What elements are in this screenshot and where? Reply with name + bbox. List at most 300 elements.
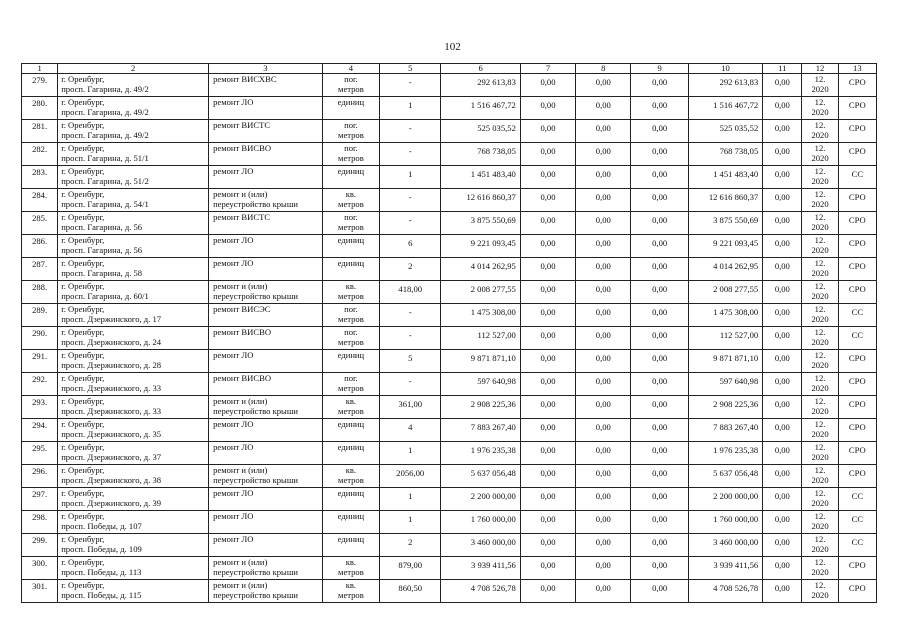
fund-cost-cell — [688, 212, 762, 235]
total-cost-cell — [441, 373, 520, 396]
amount-cell-text: 0,00 — [595, 77, 611, 87]
fund-cost-cell — [688, 534, 762, 557]
fund-cost-cell-text: 525 035,52 — [719, 123, 759, 133]
amount-cell — [520, 534, 575, 557]
address-cell — [58, 350, 209, 373]
column-header: 12 — [802, 64, 838, 74]
fund-cost-cell — [688, 580, 762, 603]
amount-cell-text: 0,00 — [774, 238, 790, 248]
amount-cell — [631, 212, 688, 235]
unit-cell-text: пог. — [344, 74, 358, 84]
amount-cell-text: 0,00 — [540, 514, 556, 524]
fund-cost-cell-text: 768 738,05 — [719, 146, 759, 156]
work-type-cell — [209, 465, 323, 488]
amount-cell-text: 0,00 — [774, 77, 790, 87]
unit-cell-text: пог. — [344, 120, 358, 130]
work-type-cell — [209, 304, 323, 327]
column-header: 7 — [520, 64, 575, 74]
unit-cell-text: единиц — [337, 235, 365, 245]
fund-cost-cell-text: 1 451 483,40 — [713, 169, 759, 179]
address-cell-text: г. Оренбург, — [61, 189, 105, 199]
fund-method-cell — [838, 189, 876, 212]
amount-cell — [520, 189, 575, 212]
deadline-cell-text: 12. — [814, 580, 826, 590]
unit-cell — [322, 281, 379, 304]
deadline-cell-text: 12. — [814, 534, 826, 544]
amount-cell — [763, 212, 802, 235]
fund-method-cell-text: СС — [851, 330, 864, 340]
quantity-cell — [380, 350, 441, 373]
row-number — [22, 74, 58, 97]
deadline-cell-text: 2020 — [811, 222, 829, 232]
amount-cell — [763, 120, 802, 143]
deadline-cell-text: 12. — [814, 419, 826, 429]
total-cost-cell-text: 2 008 277,55 — [470, 284, 516, 294]
work-type-cell-text: ремонт и (или) — [213, 396, 268, 406]
quantity-cell — [380, 534, 441, 557]
deadline-cell-text: 2020 — [811, 291, 829, 301]
amount-cell — [631, 189, 688, 212]
fund-method-cell — [838, 557, 876, 580]
quantity-cell-text: 1 — [408, 491, 413, 501]
amount-cell — [576, 74, 631, 97]
amount-cell-text: 0,00 — [774, 169, 790, 179]
address-cell-text: г. Оренбург, — [61, 327, 105, 337]
unit-cell — [322, 580, 379, 603]
column-header: 3 — [209, 64, 323, 74]
work-type-cell-text: ремонт ВИСХВС — [213, 74, 277, 84]
quantity-cell — [380, 511, 441, 534]
amount-cell — [631, 143, 688, 166]
amount-cell — [576, 580, 631, 603]
fund-cost-cell-text: 3 939 411,56 — [713, 560, 759, 570]
work-type-cell-text: ремонт ЛО — [213, 419, 254, 429]
fund-method-cell-text: СС — [851, 537, 864, 547]
amount-cell-text: 0,00 — [540, 330, 556, 340]
table-row — [22, 465, 877, 488]
amount-cell-text: 0,00 — [652, 491, 668, 501]
unit-cell — [322, 74, 379, 97]
amount-cell — [763, 304, 802, 327]
total-cost-cell — [441, 304, 520, 327]
address-cell — [58, 97, 209, 120]
amount-cell — [576, 350, 631, 373]
total-cost-cell — [441, 580, 520, 603]
amount-cell-text: 0,00 — [774, 491, 790, 501]
deadline-cell-text: 12. — [814, 396, 826, 406]
work-type-cell — [209, 74, 323, 97]
unit-cell-text: метров — [338, 153, 364, 163]
work-type-cell-text: ремонт и (или) — [213, 281, 268, 291]
deadline-cell-text: 12. — [814, 166, 826, 176]
unit-cell — [322, 419, 379, 442]
amount-cell-text: 0,00 — [595, 468, 611, 478]
deadline-cell-text: 12. — [814, 557, 826, 567]
fund-method-cell-text: СРО — [848, 238, 866, 248]
amount-cell-text: 0,00 — [540, 307, 556, 317]
amount-cell — [576, 327, 631, 350]
deadline-cell — [802, 166, 838, 189]
fund-method-cell — [838, 281, 876, 304]
amount-cell — [631, 373, 688, 396]
work-type-cell-text: переустройство крыши — [213, 475, 299, 485]
address-cell-text: г. Оренбург, — [61, 235, 105, 245]
work-type-cell-text: переустройство крыши — [213, 590, 299, 600]
total-cost-cell-text: 112 527,00 — [477, 330, 516, 340]
amount-cell — [631, 442, 688, 465]
unit-cell-text: пог. — [344, 373, 358, 383]
total-cost-cell — [441, 120, 520, 143]
row-number — [22, 419, 58, 442]
address-cell — [58, 235, 209, 258]
amount-cell — [631, 350, 688, 373]
work-type-cell-text: переустройство крыши — [213, 406, 299, 416]
fund-method-cell-text: СРО — [848, 399, 866, 409]
total-cost-cell — [441, 327, 520, 350]
total-cost-cell-text: 1 516 467,72 — [470, 100, 516, 110]
total-cost-cell-text: 1 475 308,00 — [470, 307, 516, 317]
unit-cell-text: пог. — [344, 327, 358, 337]
address-cell-text: просп. Дзержинского, д. 28 — [61, 360, 162, 370]
deadline-cell-text: 12. — [814, 442, 826, 452]
amount-cell — [576, 396, 631, 419]
amount-cell-text: 0,00 — [595, 261, 611, 271]
work-type-cell — [209, 235, 323, 258]
address-cell-text: просп. Победы, д. 109 — [61, 544, 142, 554]
column-header: 10 — [688, 64, 762, 74]
amount-cell — [576, 189, 631, 212]
column-header: 5 — [380, 64, 441, 74]
column-header: 11 — [763, 64, 802, 74]
deadline-cell-text: 2020 — [811, 521, 829, 531]
row-number-text: 295. — [32, 443, 48, 453]
total-cost-cell — [441, 534, 520, 557]
address-cell-text: г. Оренбург, — [61, 281, 105, 291]
amount-cell — [520, 511, 575, 534]
amount-cell-text: 0,00 — [652, 261, 668, 271]
amount-cell-text: 0,00 — [595, 284, 611, 294]
address-cell — [58, 396, 209, 419]
address-cell-text: просп. Гагарина, д. 49/2 — [61, 84, 149, 94]
amount-cell-text: 0,00 — [540, 77, 556, 87]
address-cell-text: просп. Дзержинского, д. 37 — [61, 452, 162, 462]
deadline-cell-text: 2020 — [811, 360, 829, 370]
amount-cell — [576, 488, 631, 511]
work-type-cell — [209, 442, 323, 465]
amount-cell-text: 0,00 — [595, 399, 611, 409]
amount-cell — [763, 143, 802, 166]
amount-cell-text: 0,00 — [540, 100, 556, 110]
address-cell-text: г. Оренбург, — [61, 419, 105, 429]
work-type-cell — [209, 143, 323, 166]
unit-cell-text: единиц — [337, 511, 365, 521]
amount-cell-text: 0,00 — [652, 238, 668, 248]
amount-cell-text: 0,00 — [595, 537, 611, 547]
work-type-cell-text: ремонт ЛО — [213, 511, 254, 521]
fund-method-cell-text: СРО — [848, 123, 866, 133]
work-type-cell-text: ремонт ЛО — [213, 235, 254, 245]
fund-method-cell — [838, 74, 876, 97]
fund-method-cell — [838, 396, 876, 419]
quantity-cell — [380, 396, 441, 419]
unit-cell-text: метров — [338, 130, 364, 140]
total-cost-cell-text: 9 221 093,45 — [470, 238, 516, 248]
table-row — [22, 143, 877, 166]
total-cost-cell — [441, 419, 520, 442]
quantity-cell — [380, 143, 441, 166]
row-number — [22, 396, 58, 419]
table-row — [22, 258, 877, 281]
deadline-cell — [802, 120, 838, 143]
fund-cost-cell — [688, 235, 762, 258]
fund-method-cell — [838, 442, 876, 465]
amount-cell-text: 0,00 — [774, 445, 790, 455]
amount-cell-text: 0,00 — [652, 353, 668, 363]
amount-cell-text: 0,00 — [595, 560, 611, 570]
amount-cell — [763, 97, 802, 120]
deadline-cell — [802, 235, 838, 258]
amount-cell-text: 0,00 — [540, 215, 556, 225]
deadline-cell — [802, 465, 838, 488]
amount-cell — [520, 350, 575, 373]
unit-cell — [322, 212, 379, 235]
deadline-cell — [802, 74, 838, 97]
amount-cell-text: 0,00 — [595, 353, 611, 363]
row-number-text: 279. — [32, 75, 48, 85]
amount-cell-text: 0,00 — [652, 537, 668, 547]
amount-cell — [576, 143, 631, 166]
deadline-cell-text: 2020 — [811, 544, 829, 554]
total-cost-cell-text: 292 613,83 — [477, 77, 516, 87]
quantity-cell — [380, 166, 441, 189]
amount-cell — [520, 212, 575, 235]
amount-cell-text: 0,00 — [540, 146, 556, 156]
fund-method-cell-text: СС — [851, 491, 864, 501]
amount-cell — [520, 419, 575, 442]
table-row — [22, 557, 877, 580]
deadline-cell — [802, 212, 838, 235]
amount-cell-text: 0,00 — [652, 284, 668, 294]
deadline-cell — [802, 304, 838, 327]
fund-method-cell — [838, 511, 876, 534]
column-header: 1 — [22, 64, 58, 74]
amount-cell — [576, 120, 631, 143]
quantity-cell-text: - — [408, 192, 412, 202]
table-row — [22, 327, 877, 350]
row-number — [22, 442, 58, 465]
fund-method-cell — [838, 235, 876, 258]
address-cell-text: просп. Гагарина, д. 56 — [61, 222, 143, 232]
unit-cell-text: единиц — [337, 534, 365, 544]
amount-cell-text: 0,00 — [652, 77, 668, 87]
amount-cell — [520, 465, 575, 488]
unit-cell — [322, 557, 379, 580]
fund-method-cell-text: СРО — [848, 100, 866, 110]
address-cell-text: г. Оренбург, — [61, 258, 105, 268]
row-number-text: 286. — [32, 236, 48, 246]
amount-cell — [763, 235, 802, 258]
address-cell-text: просп. Гагарина, д. 60/1 — [61, 291, 149, 301]
work-type-cell-text: ремонт ЛО — [213, 258, 254, 268]
unit-cell-text: единиц — [337, 442, 365, 452]
fund-cost-cell-text: 1 475 308,00 — [713, 307, 759, 317]
quantity-cell — [380, 189, 441, 212]
quantity-cell-text: 2056,00 — [396, 468, 425, 478]
table-row — [22, 442, 877, 465]
amount-cell — [631, 488, 688, 511]
unit-cell-text: пог. — [344, 143, 358, 153]
unit-cell — [322, 350, 379, 373]
amount-cell-text: 0,00 — [774, 261, 790, 271]
table-row — [22, 212, 877, 235]
unit-cell-text: метров — [338, 567, 364, 577]
work-type-cell-text: ремонт ВИСВО — [213, 143, 272, 153]
amount-cell-text: 0,00 — [652, 330, 668, 340]
total-cost-cell — [441, 97, 520, 120]
unit-cell — [322, 120, 379, 143]
amount-cell-text: 0,00 — [595, 330, 611, 340]
total-cost-cell — [441, 350, 520, 373]
work-type-cell-text: ремонт ЛО — [213, 97, 254, 107]
address-cell-text: г. Оренбург, — [61, 465, 105, 475]
table-row — [22, 74, 877, 97]
work-type-cell — [209, 212, 323, 235]
unit-cell-text: метров — [338, 84, 364, 94]
fund-method-cell — [838, 120, 876, 143]
table-body — [22, 74, 877, 603]
unit-cell-text: пог. — [344, 304, 358, 314]
deadline-cell-text: 2020 — [811, 84, 829, 94]
address-cell-text: просп. Дзержинского, д. 38 — [61, 475, 162, 485]
fund-method-cell — [838, 580, 876, 603]
amount-cell-text: 0,00 — [595, 123, 611, 133]
unit-cell — [322, 373, 379, 396]
fund-method-cell — [838, 465, 876, 488]
deadline-cell-text: 12. — [814, 304, 826, 314]
address-cell — [58, 189, 209, 212]
fund-method-cell-text: СРО — [848, 261, 866, 271]
row-number-text: 290. — [32, 328, 48, 338]
quantity-cell — [380, 580, 441, 603]
deadline-cell-text: 12. — [814, 511, 826, 521]
amount-cell — [576, 235, 631, 258]
amount-cell-text: 0,00 — [774, 514, 790, 524]
deadline-cell-text: 2020 — [811, 130, 829, 140]
quantity-cell-text: 5 — [408, 353, 413, 363]
amount-cell-text: 0,00 — [595, 192, 611, 202]
total-cost-cell-text: 7 883 267,40 — [470, 422, 516, 432]
row-number — [22, 97, 58, 120]
fund-cost-cell — [688, 488, 762, 511]
amount-cell-text: 0,00 — [774, 192, 790, 202]
unit-cell — [322, 189, 379, 212]
deadline-cell — [802, 373, 838, 396]
table-row — [22, 419, 877, 442]
fund-cost-cell — [688, 465, 762, 488]
amount-cell — [520, 166, 575, 189]
address-cell — [58, 120, 209, 143]
fund-cost-cell-text: 2 200 000,00 — [713, 491, 759, 501]
amount-cell — [520, 258, 575, 281]
fund-cost-cell-text: 1 516 467,72 — [713, 100, 759, 110]
fund-cost-cell — [688, 97, 762, 120]
amount-cell — [520, 281, 575, 304]
address-cell-text: г. Оренбург, — [61, 373, 105, 383]
fund-cost-cell — [688, 327, 762, 350]
deadline-cell-text: 12. — [814, 120, 826, 130]
fund-cost-cell-text: 2 008 277,55 — [713, 284, 759, 294]
quantity-cell — [380, 281, 441, 304]
address-cell — [58, 74, 209, 97]
row-number-text: 289. — [32, 305, 48, 315]
total-cost-cell-text: 525 035,52 — [477, 123, 516, 133]
amount-cell-text: 0,00 — [774, 284, 790, 294]
total-cost-cell-text: 4 708 526,78 — [470, 583, 516, 593]
amount-cell — [576, 212, 631, 235]
address-cell — [58, 327, 209, 350]
column-header: 2 — [58, 64, 209, 74]
address-cell — [58, 488, 209, 511]
amount-cell-text: 0,00 — [652, 468, 668, 478]
amount-cell-text: 0,00 — [595, 307, 611, 317]
total-cost-cell-text: 4 014 262,95 — [470, 261, 516, 271]
work-type-cell-text: ремонт и (или) — [213, 465, 268, 475]
amount-cell-text: 0,00 — [540, 537, 556, 547]
fund-cost-cell-text: 7 883 267,40 — [713, 422, 759, 432]
quantity-cell — [380, 488, 441, 511]
deadline-cell-text: 2020 — [811, 153, 829, 163]
row-number — [22, 557, 58, 580]
amount-cell-text: 0,00 — [540, 468, 556, 478]
deadline-cell — [802, 580, 838, 603]
total-cost-cell — [441, 442, 520, 465]
total-cost-cell — [441, 74, 520, 97]
fund-cost-cell-text: 12 616 860,37 — [708, 192, 759, 202]
deadline-cell — [802, 419, 838, 442]
quantity-cell — [380, 97, 441, 120]
total-cost-cell — [441, 166, 520, 189]
deadline-cell-text: 12. — [814, 74, 826, 84]
column-header: 9 — [631, 64, 688, 74]
row-number-text: 288. — [32, 282, 48, 292]
deadline-cell-text: 12. — [814, 258, 826, 268]
amount-cell-text: 0,00 — [652, 307, 668, 317]
column-header: 6 — [441, 64, 520, 74]
unit-cell-text: кв. — [345, 557, 357, 567]
fund-method-cell-text: СС — [851, 307, 864, 317]
quantity-cell-text: 1 — [408, 445, 413, 455]
total-cost-cell-text: 1 760 000,00 — [470, 514, 516, 524]
amount-cell — [520, 74, 575, 97]
address-cell-text: просп. Дзержинского, д. 33 — [61, 406, 162, 416]
quantity-cell — [380, 74, 441, 97]
fund-cost-cell — [688, 189, 762, 212]
fund-cost-cell — [688, 442, 762, 465]
unit-cell-text: метров — [338, 590, 364, 600]
fund-cost-cell — [688, 166, 762, 189]
row-number — [22, 327, 58, 350]
unit-cell-text: метров — [338, 383, 364, 393]
quantity-cell — [380, 442, 441, 465]
fund-cost-cell — [688, 511, 762, 534]
address-cell — [58, 580, 209, 603]
unit-cell-text: единиц — [337, 97, 365, 107]
table-row — [22, 120, 877, 143]
amount-cell — [631, 580, 688, 603]
deadline-cell-text: 12. — [814, 465, 826, 475]
table-row — [22, 373, 877, 396]
row-number-text: 282. — [32, 144, 48, 154]
